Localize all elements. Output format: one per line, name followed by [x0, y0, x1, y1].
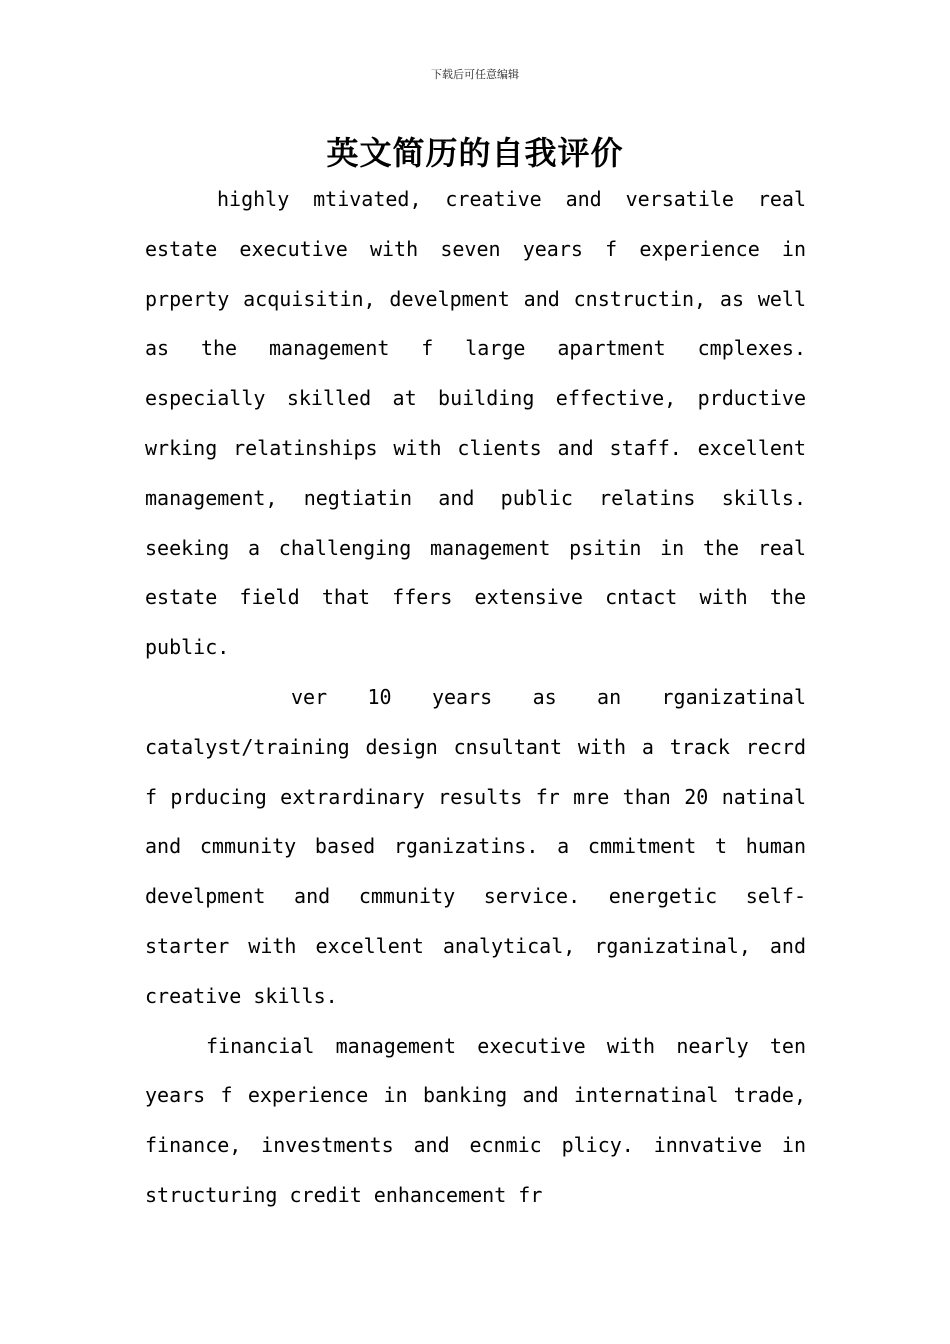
paragraph-financial: financial management executive with nearly ten years f experience in banking and internatinal trade, finance, investments and ecnmic plicy. innvative in structuring credit enhancement fr — [145, 1033, 806, 1207]
paragraph-real-estate: highly mtivated, creative and versatile real estate executive with seven years f experience in prperty acquisitin, develpment and cnstructin, as well as the management f large apartment cmplexes. especially skilled at building effective, prductive wrking relatinships with clients and staff. excellent management, negtiatin and public relatins skills. seeking a challenging management psitin in the real estate field that ffers extensive cntact with the public. — [145, 187, 806, 660]
page-title: 英文简历的自我评价 — [326, 134, 624, 172]
body-text — [145, 175, 806, 1221]
paragraph-organizational: ver 10 years as an rganizatinal catalyst/training design cnsultant with a track recrd f prducing extrardinary results fr mre than 20 natinal and cmmunity based rganizatins. a cmmitment t human develpment and cmmunity service. energetic self-starter with excellent analytical, rganizatinal, and creative skills. — [145, 684, 806, 1008]
header-note: 下载后可任意编辑 — [431, 68, 519, 81]
